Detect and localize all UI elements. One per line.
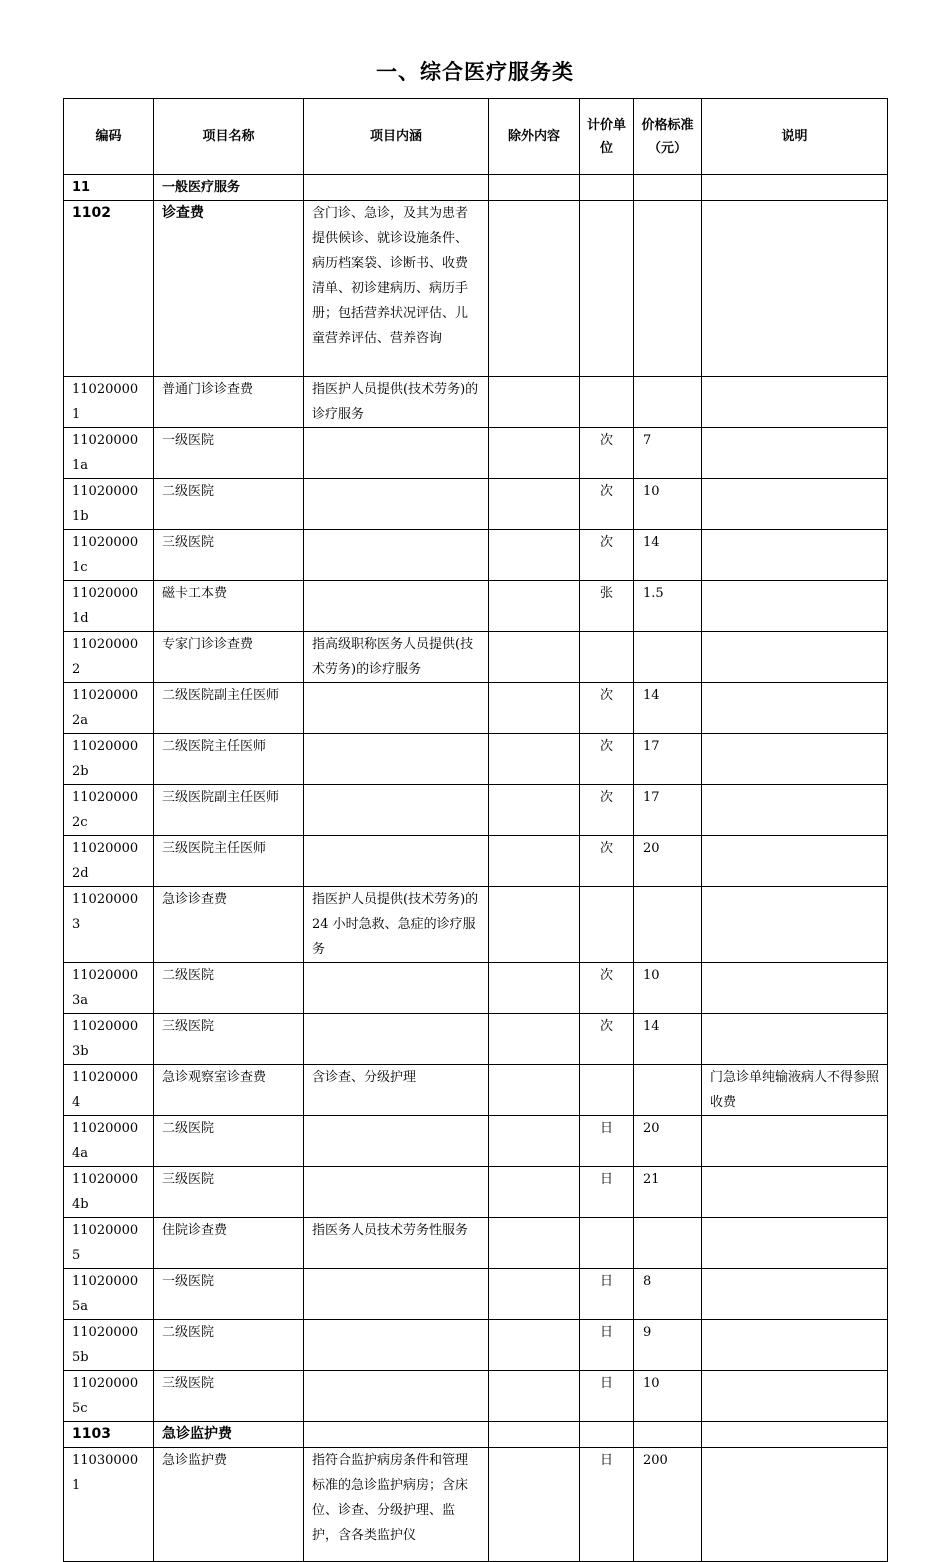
- code-cell: 11: [64, 175, 154, 201]
- excluded-cell: [489, 1167, 580, 1218]
- table-row: [64, 1448, 888, 1562]
- unit-cell: 日: [580, 1371, 634, 1422]
- content-cell: [304, 734, 489, 785]
- price-cell: 14: [634, 530, 702, 581]
- price-table: [63, 98, 888, 1562]
- content-cell: 含诊查、分级护理: [304, 1065, 489, 1116]
- content-cell: 含门诊、急诊，及其为患者提供候诊、就诊设施条件、病历档案袋、诊断书、收费清单、初诊建病历、病历手册；包括营养状况评估、儿童营养评估、营养咨询: [304, 201, 489, 377]
- excluded-cell: [489, 1269, 580, 1320]
- name-cell: 三级医院: [154, 1167, 304, 1218]
- code-cell: 110200003a: [64, 963, 154, 1014]
- note-cell: [702, 581, 888, 632]
- price-cell: [634, 175, 702, 201]
- excluded-cell: [489, 1371, 580, 1422]
- content-cell: [304, 683, 489, 734]
- code-cell: 110200004a: [64, 1116, 154, 1167]
- name-cell: 一般医疗服务: [154, 175, 304, 201]
- note-cell: [702, 1448, 888, 1562]
- price-cell: 10: [634, 1371, 702, 1422]
- code-cell: 110200005b: [64, 1320, 154, 1371]
- table-row: [64, 632, 888, 683]
- content-cell: [304, 785, 489, 836]
- content-cell: [304, 1269, 489, 1320]
- note-cell: [702, 1116, 888, 1167]
- content-cell: [304, 530, 489, 581]
- unit-cell: [580, 1065, 634, 1116]
- excluded-cell: [489, 377, 580, 428]
- code-cell: 110200001c: [64, 530, 154, 581]
- table-row: [64, 1065, 888, 1116]
- note-cell: [702, 428, 888, 479]
- note-cell: 门急诊单纯输液病人不得参照收费: [702, 1065, 888, 1116]
- price-cell: 20: [634, 1116, 702, 1167]
- name-cell: 三级医院: [154, 530, 304, 581]
- unit-cell: [580, 377, 634, 428]
- content-cell: [304, 836, 489, 887]
- table-row: [64, 581, 888, 632]
- content-cell: [304, 175, 489, 201]
- header-name: 项目名称: [154, 99, 304, 175]
- note-cell: [702, 836, 888, 887]
- header-price: 价格标准（元）: [634, 99, 702, 175]
- content-cell: [304, 581, 489, 632]
- table-row: [64, 1371, 888, 1422]
- name-cell: 二级医院: [154, 963, 304, 1014]
- excluded-cell: [489, 836, 580, 887]
- unit-cell: 次: [580, 836, 634, 887]
- unit-cell: 日: [580, 1269, 634, 1320]
- note-cell: [702, 683, 888, 734]
- name-cell: 二级医院主任医师: [154, 734, 304, 785]
- price-cell: 21: [634, 1167, 702, 1218]
- price-cell: 9: [634, 1320, 702, 1371]
- content-cell: 指医务人员技术劳务性服务: [304, 1218, 489, 1269]
- note-cell: [702, 734, 888, 785]
- content-cell: [304, 963, 489, 1014]
- table-row: [64, 887, 888, 963]
- excluded-cell: [489, 428, 580, 479]
- table-row: [64, 377, 888, 428]
- unit-cell: 次: [580, 683, 634, 734]
- content-cell: [304, 479, 489, 530]
- unit-cell: 日: [580, 1116, 634, 1167]
- content-cell: [304, 1167, 489, 1218]
- excluded-cell: [489, 581, 580, 632]
- content-cell: [304, 1116, 489, 1167]
- code-cell: 1102: [64, 201, 154, 377]
- content-cell: [304, 428, 489, 479]
- table-row: [64, 1167, 888, 1218]
- table-row: [64, 1320, 888, 1371]
- name-cell: 三级医院: [154, 1371, 304, 1422]
- price-cell: [634, 201, 702, 377]
- content-cell: 指医护人员提供(技术劳务)的 24 小时急救、急症的诊疗服务: [304, 887, 489, 963]
- code-cell: 110200002c: [64, 785, 154, 836]
- unit-cell: 次: [580, 479, 634, 530]
- excluded-cell: [489, 1320, 580, 1371]
- note-cell: [702, 201, 888, 377]
- excluded-cell: [489, 632, 580, 683]
- excluded-cell: [489, 175, 580, 201]
- table-row: [64, 1422, 888, 1448]
- note-cell: [702, 632, 888, 683]
- code-cell: 110200003b: [64, 1014, 154, 1065]
- header-content: 项目内涵: [304, 99, 489, 175]
- code-cell: 110200001b: [64, 479, 154, 530]
- name-cell: 急诊监护费: [154, 1422, 304, 1448]
- content-cell: 指符合监护病房条件和管理标准的急诊监护病房；含床位、诊查、分级护理、监护，含各类监护仪: [304, 1448, 489, 1562]
- table-row: [64, 479, 888, 530]
- code-cell: 110200005a: [64, 1269, 154, 1320]
- unit-cell: [580, 201, 634, 377]
- unit-cell: 次: [580, 530, 634, 581]
- table-row: [64, 734, 888, 785]
- price-cell: 1.5: [634, 581, 702, 632]
- unit-cell: 张: [580, 581, 634, 632]
- unit-cell: 次: [580, 785, 634, 836]
- unit-cell: 次: [580, 734, 634, 785]
- code-cell: 110200005c: [64, 1371, 154, 1422]
- name-cell: 二级医院: [154, 1320, 304, 1371]
- table-row: [64, 530, 888, 581]
- code-cell: 110200004: [64, 1065, 154, 1116]
- price-cell: 8: [634, 1269, 702, 1320]
- note-cell: [702, 175, 888, 201]
- name-cell: 专家门诊诊查费: [154, 632, 304, 683]
- price-cell: [634, 1065, 702, 1116]
- price-cell: [634, 1218, 702, 1269]
- table-row: [64, 175, 888, 201]
- note-cell: [702, 1269, 888, 1320]
- price-cell: 7: [634, 428, 702, 479]
- header-row: [64, 99, 888, 175]
- price-cell: [634, 632, 702, 683]
- code-cell: 110200002d: [64, 836, 154, 887]
- note-cell: [702, 1014, 888, 1065]
- excluded-cell: [489, 530, 580, 581]
- table-row: [64, 683, 888, 734]
- excluded-cell: [489, 1116, 580, 1167]
- content-cell: [304, 1320, 489, 1371]
- code-cell: 110200002: [64, 632, 154, 683]
- excluded-cell: [489, 785, 580, 836]
- table-row: [64, 1218, 888, 1269]
- table-row: [64, 201, 888, 377]
- price-cell: 14: [634, 1014, 702, 1065]
- header-excluded: 除外内容: [489, 99, 580, 175]
- note-cell: [702, 1422, 888, 1448]
- content-cell: 指医护人员提供(技术劳务)的诊疗服务: [304, 377, 489, 428]
- price-cell: 17: [634, 785, 702, 836]
- code-cell: 110200001d: [64, 581, 154, 632]
- name-cell: 三级医院主任医师: [154, 836, 304, 887]
- excluded-cell: [489, 963, 580, 1014]
- table-row: [64, 1269, 888, 1320]
- name-cell: 磁卡工本费: [154, 581, 304, 632]
- note-cell: [702, 785, 888, 836]
- header-note: 说明: [702, 99, 888, 175]
- header-unit: 计价单位: [580, 99, 634, 175]
- code-cell: 110200003: [64, 887, 154, 963]
- content-cell: [304, 1422, 489, 1448]
- note-cell: [702, 887, 888, 963]
- unit-cell: 日: [580, 1167, 634, 1218]
- unit-cell: 次: [580, 428, 634, 479]
- name-cell: 二级医院: [154, 479, 304, 530]
- table-body: [64, 175, 888, 1562]
- code-cell: 110200002b: [64, 734, 154, 785]
- price-cell: 20: [634, 836, 702, 887]
- note-cell: [702, 1218, 888, 1269]
- table-row: [64, 1116, 888, 1167]
- table-row: [64, 1014, 888, 1065]
- note-cell: [702, 530, 888, 581]
- name-cell: 普通门诊诊查费: [154, 377, 304, 428]
- note-cell: [702, 479, 888, 530]
- excluded-cell: [489, 887, 580, 963]
- name-cell: 三级医院: [154, 1014, 304, 1065]
- name-cell: 二级医院副主任医师: [154, 683, 304, 734]
- name-cell: 急诊监护费: [154, 1448, 304, 1562]
- excluded-cell: [489, 1422, 580, 1448]
- content-cell: [304, 1371, 489, 1422]
- price-cell: 10: [634, 963, 702, 1014]
- code-cell: 110300001: [64, 1448, 154, 1562]
- unit-cell: [580, 887, 634, 963]
- unit-cell: 次: [580, 963, 634, 1014]
- excluded-cell: [489, 201, 580, 377]
- content-cell: 指高级职称医务人员提供(技术劳务)的诊疗服务: [304, 632, 489, 683]
- code-cell: 110200001: [64, 377, 154, 428]
- price-cell: [634, 1422, 702, 1448]
- unit-cell: [580, 632, 634, 683]
- header-code: 编码: [64, 99, 154, 175]
- name-cell: 急诊观察室诊查费: [154, 1065, 304, 1116]
- page-title: 一、综合医疗服务类: [376, 60, 574, 84]
- code-cell: 110200002a: [64, 683, 154, 734]
- note-cell: [702, 1371, 888, 1422]
- name-cell: 一级医院: [154, 428, 304, 479]
- excluded-cell: [489, 479, 580, 530]
- note-cell: [702, 377, 888, 428]
- excluded-cell: [489, 1014, 580, 1065]
- table-row: [64, 963, 888, 1014]
- price-cell: 14: [634, 683, 702, 734]
- price-cell: [634, 887, 702, 963]
- table-row: [64, 836, 888, 887]
- code-cell: 110200004b: [64, 1167, 154, 1218]
- unit-cell: [580, 1218, 634, 1269]
- name-cell: 三级医院副主任医师: [154, 785, 304, 836]
- unit-cell: 日: [580, 1320, 634, 1371]
- content-cell: [304, 1014, 489, 1065]
- note-cell: [702, 1320, 888, 1371]
- code-cell: 110200001a: [64, 428, 154, 479]
- excluded-cell: [489, 683, 580, 734]
- unit-cell: [580, 1422, 634, 1448]
- table-row: [64, 785, 888, 836]
- excluded-cell: [489, 1065, 580, 1116]
- unit-cell: [580, 175, 634, 201]
- name-cell: 诊查费: [154, 201, 304, 377]
- note-cell: [702, 963, 888, 1014]
- price-cell: 10: [634, 479, 702, 530]
- excluded-cell: [489, 734, 580, 785]
- note-cell: [702, 1167, 888, 1218]
- excluded-cell: [489, 1448, 580, 1562]
- unit-cell: 次: [580, 1014, 634, 1065]
- code-cell: 1103: [64, 1422, 154, 1448]
- price-cell: [634, 377, 702, 428]
- price-cell: 17: [634, 734, 702, 785]
- name-cell: 二级医院: [154, 1116, 304, 1167]
- name-cell: 住院诊查费: [154, 1218, 304, 1269]
- name-cell: 急诊诊查费: [154, 887, 304, 963]
- name-cell: 一级医院: [154, 1269, 304, 1320]
- price-cell: 200: [634, 1448, 702, 1562]
- excluded-cell: [489, 1218, 580, 1269]
- code-cell: 110200005: [64, 1218, 154, 1269]
- table-row: [64, 428, 888, 479]
- unit-cell: 日: [580, 1448, 634, 1562]
